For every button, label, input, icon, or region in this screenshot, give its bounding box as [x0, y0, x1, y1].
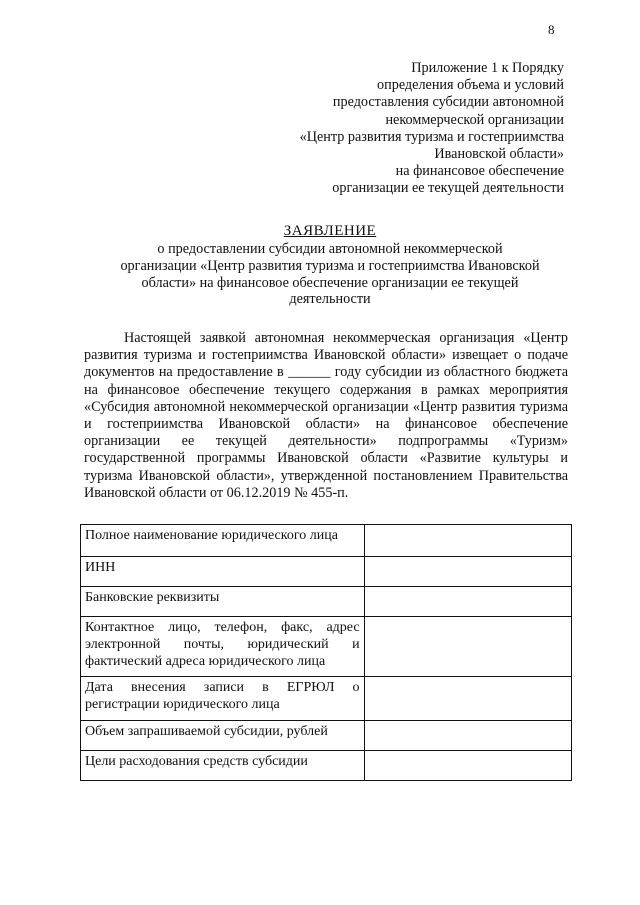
row-label: Объем запрашиваемой субсидии, рублей	[81, 721, 365, 751]
table-row	[81, 587, 572, 617]
body-paragraph: Настоящей заявкой автономная некоммерческая организация «Центр развития туризма и гостеприимства Ивановской области» извещает о подаче документов на предоставление в ______ году субсидии из областного бюджета на финансовое обеспечение текущего содержания в рамках мероприятия «Субсидия автономной некоммерческой организации «Центр развития туризма и гостеприимства Ивановской области» на финансовое обеспечение организации ее текущей деятельности» подпрограммы «Туризм» государственной программы Ивановской области «Развитие культуры и туризма Ивановской области», утвержденной постановлением Правительства Ивановской области от 06.12.2019 № 455-п.	[84, 330, 568, 501]
appendix-line: «Центр развития туризма и гостеприимства	[299, 128, 564, 145]
appendix-line: предоставления субсидии автономной	[332, 94, 564, 111]
row-label: Банковские реквизиты	[81, 587, 365, 617]
subtitle-line: деятельности	[289, 291, 371, 308]
appendix-line: определения объема и условий	[377, 77, 564, 94]
table-row	[81, 557, 572, 587]
application-form-table	[80, 524, 572, 781]
subtitle-line: области» на финансовое обеспечение организации ее текущей	[141, 274, 519, 291]
row-label: Контактное лицо, телефон, факс, адрес электронной почты, юридический и фактический адреса юридического лица	[81, 617, 365, 677]
subtitle-line: о предоставлении субсидии автономной некоммерческой	[157, 241, 503, 257]
appendix-line: организации ее текущей деятельности	[332, 180, 564, 197]
row-value-field[interactable]	[364, 677, 571, 721]
table-row	[81, 525, 572, 557]
appendix-line: на финансовое обеспечение	[395, 163, 564, 180]
document-title: ЗАЯВЛЕНИЕ	[283, 223, 377, 239]
appendix-line: некоммерческой организации	[385, 111, 564, 128]
row-label: Дата внесения записи в ЕГРЮЛ о регистрации юридического лица	[81, 677, 365, 721]
table-row	[81, 677, 572, 721]
page-number: 8	[548, 22, 555, 37]
row-value-field[interactable]	[364, 587, 571, 617]
appendix-line: Ивановской области»	[434, 146, 564, 163]
table-row	[81, 721, 572, 751]
appendix-line: Приложение 1 к Порядку	[411, 60, 564, 76]
row-label: ИНН	[81, 557, 365, 587]
row-label: Полное наименование юридического лица	[81, 525, 365, 557]
row-value-field[interactable]	[364, 617, 571, 677]
row-value-field[interactable]	[364, 721, 571, 751]
appendix-note	[300, 60, 564, 198]
row-label: Цели расходования средств субсидии	[81, 751, 365, 781]
row-value-field[interactable]	[364, 557, 571, 587]
document-heading	[100, 222, 560, 308]
table-row	[81, 617, 572, 677]
table-row	[81, 751, 572, 781]
subtitle-line: организации «Центр развития туризма и гостеприимства Ивановской	[120, 257, 540, 274]
row-value-field[interactable]	[364, 525, 571, 557]
row-value-field[interactable]	[364, 751, 571, 781]
